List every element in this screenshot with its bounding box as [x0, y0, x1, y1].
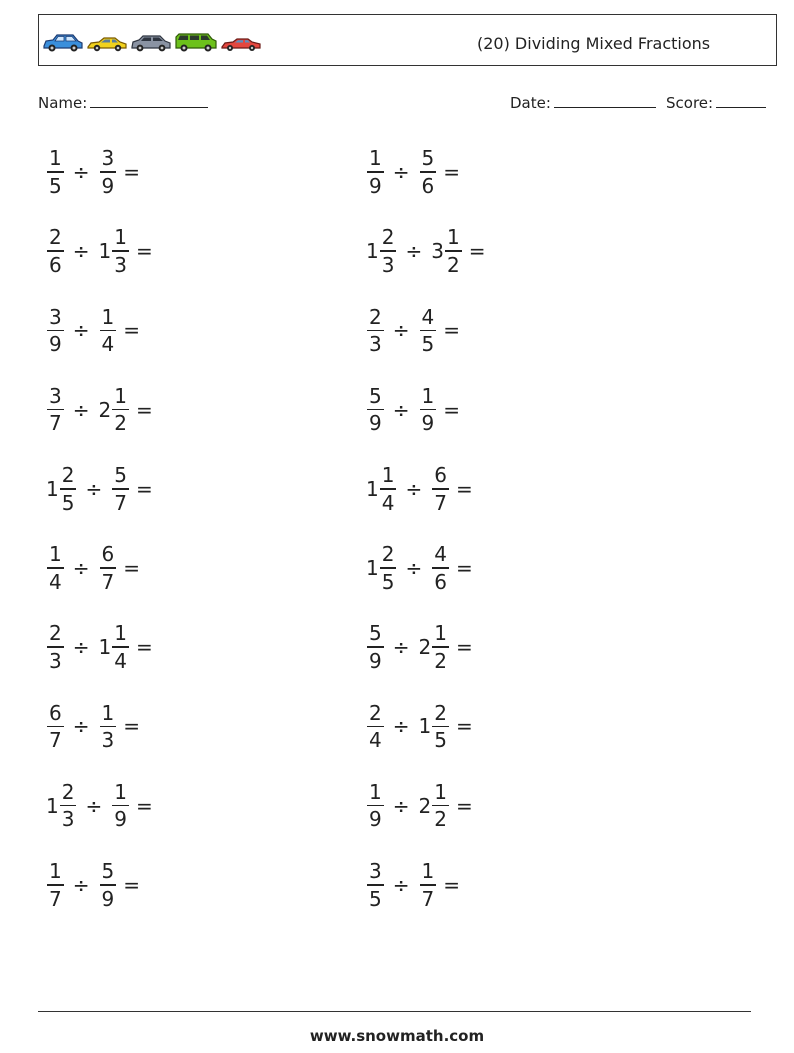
fraction — [367, 383, 384, 436]
numerator: 2 — [381, 225, 395, 250]
numerator: 2 — [49, 621, 62, 646]
divisor — [431, 544, 449, 592]
fraction-bar — [420, 409, 437, 411]
dividend — [46, 779, 76, 832]
fraction — [420, 383, 437, 436]
denominator: 2 — [434, 648, 447, 673]
fraction — [100, 700, 117, 753]
denominator: 7 — [434, 490, 447, 515]
equals-sign: = — [123, 714, 140, 739]
fraction — [367, 700, 384, 753]
equals-sign: = — [123, 318, 140, 343]
fraction — [112, 623, 129, 671]
equals-sign: = — [123, 872, 140, 897]
divisor — [99, 861, 117, 909]
denominator: 7 — [101, 569, 115, 594]
fraction-bar — [47, 409, 64, 411]
denominator: 3 — [369, 332, 382, 357]
division-sign: ÷ — [72, 556, 90, 580]
divisor — [99, 623, 129, 671]
numerator: 1 — [114, 383, 127, 408]
footer-divider — [38, 1011, 751, 1012]
dividend — [46, 544, 64, 592]
divisor — [418, 700, 449, 753]
denominator: 2 — [434, 807, 447, 832]
fraction — [47, 227, 64, 275]
numerator: 1 — [101, 304, 115, 329]
fraction — [432, 544, 449, 592]
division-problem — [46, 617, 153, 677]
dividend — [366, 304, 384, 357]
fraction-bar — [47, 726, 64, 728]
numerator: 5 — [114, 463, 127, 488]
fraction-bar — [367, 646, 384, 648]
equals-sign: = — [135, 793, 153, 818]
fraction-bar — [100, 567, 117, 569]
division-problem — [366, 776, 473, 836]
dividend — [366, 465, 396, 513]
grey-car-icon — [130, 34, 172, 53]
equals-sign: = — [135, 476, 153, 501]
fraction — [47, 148, 64, 196]
division-problem — [46, 300, 140, 360]
fraction — [367, 861, 384, 909]
division-sign: ÷ — [392, 872, 410, 897]
fraction — [100, 304, 117, 357]
dividend — [366, 700, 384, 753]
fraction — [60, 779, 77, 832]
numerator: 2 — [49, 225, 62, 250]
divisor — [99, 544, 117, 592]
division-sign: ÷ — [85, 793, 103, 818]
fraction — [420, 304, 437, 357]
fraction — [367, 623, 384, 671]
numerator: 1 — [114, 779, 127, 804]
whole-number: 1 — [366, 239, 379, 264]
division-problem — [366, 617, 473, 677]
fraction — [60, 465, 77, 513]
fraction-bar — [60, 805, 77, 807]
division-problem — [366, 696, 473, 756]
denominator: 2 — [114, 411, 127, 436]
fraction-bar — [112, 250, 129, 252]
fraction — [367, 779, 384, 832]
dividend — [46, 383, 64, 436]
division-sign: ÷ — [72, 160, 90, 184]
fraction-bar — [380, 488, 397, 490]
fraction-bar — [380, 250, 397, 252]
numerator: 2 — [61, 463, 75, 488]
denominator: 5 — [49, 173, 62, 198]
equals-sign: = — [123, 160, 140, 184]
fraction — [432, 623, 449, 671]
fraction — [367, 148, 384, 196]
numerator: 6 — [101, 542, 115, 567]
name-field — [38, 92, 208, 112]
dividend — [46, 227, 64, 275]
division-problem — [46, 380, 153, 440]
division-problem — [46, 221, 153, 281]
fraction — [112, 227, 129, 275]
whole-number: 1 — [98, 635, 112, 660]
numerator: 3 — [101, 146, 115, 171]
whole-number: 1 — [98, 239, 112, 264]
fraction — [100, 148, 117, 196]
fraction-bar — [112, 805, 129, 807]
division-sign: ÷ — [392, 318, 410, 343]
denominator: 6 — [434, 569, 447, 594]
fraction-bar — [47, 646, 64, 648]
divisor — [99, 148, 117, 196]
numerator: 3 — [369, 859, 382, 884]
divisor — [419, 304, 437, 357]
fraction-bar — [432, 488, 449, 490]
fraction — [112, 383, 129, 436]
denominator: 7 — [49, 411, 62, 436]
numerator: 5 — [421, 146, 435, 171]
numerator: 2 — [381, 542, 395, 567]
divisor — [111, 779, 129, 832]
divisor — [418, 779, 449, 832]
denominator: 9 — [114, 807, 127, 832]
denominator: 5 — [421, 332, 435, 357]
denominator: 5 — [434, 728, 447, 753]
dividend — [46, 148, 64, 196]
denominator: 9 — [101, 173, 115, 198]
numerator: 1 — [434, 779, 447, 804]
division-sign: ÷ — [392, 635, 410, 660]
denominator: 9 — [421, 411, 435, 436]
equals-sign: = — [468, 239, 486, 264]
divisor — [99, 227, 129, 275]
numerator: 1 — [446, 225, 460, 250]
fraction-bar — [47, 330, 64, 332]
denominator: 5 — [381, 569, 395, 594]
fraction-bar — [100, 330, 117, 332]
fraction — [100, 861, 117, 909]
blue-car-icon — [42, 33, 84, 53]
fraction — [47, 544, 64, 592]
numerator: 4 — [434, 542, 447, 567]
divisor — [431, 465, 449, 513]
dividend — [366, 544, 396, 592]
numerator: 2 — [369, 700, 382, 725]
denominator: 3 — [114, 252, 127, 277]
whole-number: 3 — [431, 239, 444, 264]
green-van-icon — [174, 32, 218, 53]
division-problem — [46, 776, 153, 836]
numerator: 1 — [114, 225, 127, 250]
division-problem — [46, 538, 140, 598]
divisor — [419, 623, 449, 671]
equals-sign: = — [135, 635, 153, 660]
numerator: 1 — [49, 859, 62, 884]
division-problem — [366, 142, 460, 202]
fraction-bar — [47, 250, 64, 252]
division-problem — [366, 300, 460, 360]
fraction — [47, 700, 64, 753]
fraction-bar — [47, 171, 64, 173]
fraction — [380, 465, 397, 513]
fraction-bar — [100, 171, 117, 173]
fraction-bar — [432, 567, 449, 569]
division-problem — [46, 459, 153, 519]
denominator: 7 — [49, 886, 62, 911]
numerator: 1 — [421, 859, 435, 884]
denominator: 5 — [61, 490, 75, 515]
dividend — [366, 861, 384, 909]
date-blank — [554, 92, 656, 108]
numerator: 1 — [369, 146, 382, 171]
division-problem — [46, 696, 140, 756]
equals-sign: = — [443, 397, 460, 422]
division-problem — [366, 855, 460, 915]
date-label: Date: — [510, 94, 551, 112]
numerator: 1 — [101, 700, 115, 725]
whole-number: 1 — [46, 793, 59, 818]
fraction-bar — [112, 409, 129, 411]
dividend — [366, 383, 384, 436]
divisor — [111, 465, 129, 513]
fraction-bar — [420, 330, 437, 332]
fraction — [420, 148, 437, 196]
numerator: 4 — [421, 304, 435, 329]
fraction — [47, 623, 64, 671]
division-sign: ÷ — [85, 476, 103, 501]
equals-sign: = — [455, 635, 473, 660]
denominator: 6 — [49, 252, 62, 277]
division-problem — [46, 142, 140, 202]
whole-number: 1 — [366, 476, 379, 501]
whole-number: 1 — [366, 556, 379, 580]
denominator: 4 — [114, 648, 127, 673]
division-sign: ÷ — [72, 635, 90, 660]
fraction-bar — [112, 488, 129, 490]
fraction — [420, 861, 437, 909]
fraction-bar — [367, 171, 384, 173]
fraction-bar — [420, 171, 437, 173]
numerator: 1 — [114, 621, 127, 646]
fraction-bar — [380, 567, 397, 569]
denominator: 7 — [114, 490, 127, 515]
numerator: 3 — [49, 383, 62, 408]
equals-sign: = — [135, 239, 153, 264]
fraction-bar — [367, 330, 384, 332]
divisor — [419, 148, 437, 196]
numerator: 1 — [49, 146, 62, 171]
numerator: 1 — [369, 779, 382, 804]
name-label: Name: — [38, 94, 88, 112]
fraction-bar — [100, 884, 117, 886]
denominator: 4 — [101, 332, 115, 357]
equals-sign: = — [455, 793, 473, 818]
equals-sign: = — [455, 476, 473, 501]
dividend — [366, 227, 396, 275]
score-field — [666, 92, 766, 112]
numerator: 6 — [434, 463, 447, 488]
numerator: 1 — [49, 542, 62, 567]
worksheet-header — [38, 14, 777, 66]
numerator: 2 — [369, 304, 382, 329]
division-problem — [46, 855, 140, 915]
car-icons — [42, 29, 264, 53]
equals-sign: = — [455, 714, 473, 739]
numerator: 1 — [434, 621, 447, 646]
fraction — [367, 304, 384, 357]
division-sign: ÷ — [72, 318, 90, 343]
fraction — [47, 304, 64, 357]
equals-sign: = — [135, 397, 153, 422]
division-sign: ÷ — [405, 556, 423, 580]
divisor — [99, 700, 117, 753]
fraction — [432, 779, 449, 832]
equals-sign: = — [455, 556, 473, 580]
denominator: 9 — [369, 411, 382, 436]
dividend — [46, 304, 64, 357]
numerator: 6 — [49, 700, 62, 725]
numerator: 3 — [49, 304, 62, 329]
division-sign: ÷ — [72, 714, 90, 739]
denominator: 3 — [101, 728, 115, 753]
dividend — [366, 148, 384, 196]
denominator: 2 — [446, 252, 460, 277]
numerator: 5 — [369, 383, 382, 408]
division-sign: ÷ — [72, 239, 90, 264]
fraction — [380, 544, 397, 592]
dividend — [46, 465, 76, 513]
equals-sign: = — [443, 872, 460, 897]
fraction-bar — [100, 726, 117, 728]
numerator: 2 — [61, 779, 75, 804]
dividend — [366, 779, 384, 832]
fraction — [100, 544, 117, 592]
divisor — [431, 227, 461, 275]
numerator: 1 — [381, 463, 395, 488]
fraction-bar — [445, 250, 462, 252]
divisor — [419, 861, 437, 909]
whole-number: 2 — [98, 397, 112, 422]
denominator: 9 — [369, 807, 382, 832]
whole-number: 1 — [418, 714, 432, 739]
divisor — [99, 304, 117, 357]
division-sign: ÷ — [392, 714, 410, 739]
denominator: 4 — [369, 728, 382, 753]
fraction-bar — [60, 488, 77, 490]
denominator: 3 — [381, 252, 395, 277]
fraction-bar — [47, 567, 64, 569]
denominator: 9 — [101, 886, 115, 911]
worksheet-title: (20) Dividing Mixed Fractions — [477, 34, 711, 53]
fraction — [47, 383, 64, 436]
division-sign: ÷ — [405, 239, 423, 264]
denominator: 6 — [421, 173, 435, 198]
whole-number: 1 — [46, 476, 59, 501]
division-sign: ÷ — [392, 160, 410, 184]
dividend — [46, 700, 64, 753]
dividend — [46, 861, 64, 909]
date-field — [510, 92, 656, 112]
fraction-bar — [367, 726, 384, 728]
name-blank — [90, 92, 208, 108]
equals-sign: = — [443, 318, 460, 343]
fraction — [112, 779, 129, 832]
fraction — [445, 227, 462, 275]
dividend — [366, 623, 384, 671]
equals-sign: = — [123, 556, 140, 580]
divisor — [419, 383, 437, 436]
denominator: 3 — [61, 807, 75, 832]
fraction-bar — [367, 409, 384, 411]
numerator: 5 — [101, 859, 115, 884]
denominator: 3 — [49, 648, 62, 673]
fraction-bar — [367, 884, 384, 886]
fraction-bar — [432, 805, 449, 807]
division-sign: ÷ — [405, 476, 423, 501]
score-label: Score: — [666, 94, 714, 112]
numerator: 1 — [421, 383, 435, 408]
division-sign: ÷ — [72, 397, 90, 422]
fraction — [47, 861, 64, 909]
division-sign: ÷ — [72, 872, 90, 897]
fraction-bar — [47, 884, 64, 886]
equals-sign: = — [443, 160, 460, 184]
score-blank — [716, 92, 766, 108]
division-problem — [366, 380, 460, 440]
fraction — [380, 227, 397, 275]
denominator: 7 — [49, 728, 62, 753]
fraction-bar — [432, 646, 449, 648]
denominator: 4 — [381, 490, 395, 515]
division-problem — [366, 221, 485, 281]
dividend — [46, 623, 64, 671]
fraction — [432, 465, 449, 513]
numerator: 5 — [369, 621, 382, 646]
footer-url: www.snowmath.com — [309, 1027, 485, 1045]
division-sign: ÷ — [392, 793, 410, 818]
division-problem — [366, 538, 473, 598]
denominator: 4 — [49, 569, 62, 594]
whole-number: 2 — [418, 793, 432, 818]
denominator: 9 — [49, 332, 62, 357]
yellow-car-icon — [86, 35, 128, 53]
numerator: 2 — [434, 700, 447, 725]
division-problem — [366, 459, 473, 519]
fraction — [432, 700, 449, 753]
red-car-icon — [220, 37, 262, 53]
fraction-bar — [420, 884, 437, 886]
fraction — [112, 465, 129, 513]
fraction-bar — [367, 805, 384, 807]
denominator: 9 — [369, 173, 382, 198]
divisor — [98, 383, 129, 436]
division-sign: ÷ — [392, 397, 410, 422]
fraction-bar — [432, 726, 449, 728]
denominator: 9 — [369, 648, 382, 673]
denominator: 7 — [421, 886, 435, 911]
whole-number: 2 — [418, 635, 432, 660]
fraction-bar — [112, 646, 129, 648]
denominator: 5 — [369, 886, 382, 911]
